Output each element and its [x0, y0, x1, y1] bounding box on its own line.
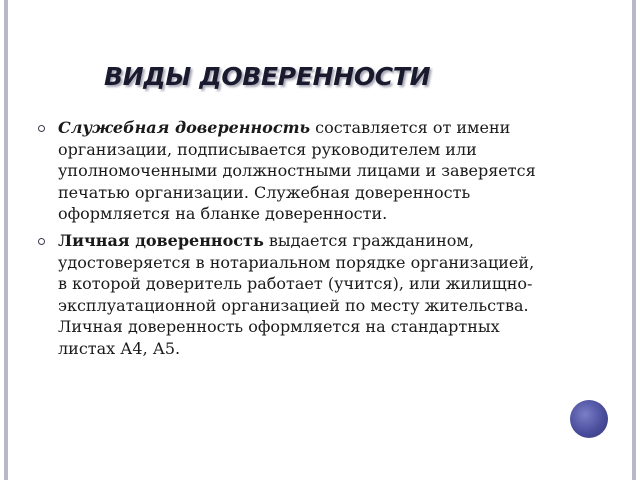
- bullet-item-personal: [38, 230, 538, 360]
- bullet-circle-icon: [38, 238, 45, 245]
- slide-content: [38, 117, 538, 365]
- left-border-bar: [4, 0, 8, 480]
- term-official-power-of-attorney: Служебная доверенность: [58, 118, 311, 137]
- decorative-circle-icon: [570, 400, 608, 438]
- description-personal-power-of-attorney: выдается гражданином, удостоверяется в нотариальном порядке организацией, в которой доверитель работает (учится), или жилищно-эксплуатационной организацией по месту жительства. Личная доверенность оформляется на стандартных листах А4, А5.: [58, 230, 535, 358]
- right-border-bar: [632, 0, 636, 480]
- slide-title: ВИДЫ ДОВЕРЕННОСТИ: [104, 62, 431, 91]
- bullet-item-official: [38, 117, 538, 225]
- bullet-circle-icon: [38, 125, 45, 132]
- description-official-power-of-attorney: составляется от имени организации, подписывается руководителем или уполномоченными должностными лицами и заверяется печатью организации. Служебная доверенность оформляется на бланке доверенности.: [58, 118, 536, 224]
- term-personal-power-of-attorney: Личная доверенность: [58, 230, 264, 250]
